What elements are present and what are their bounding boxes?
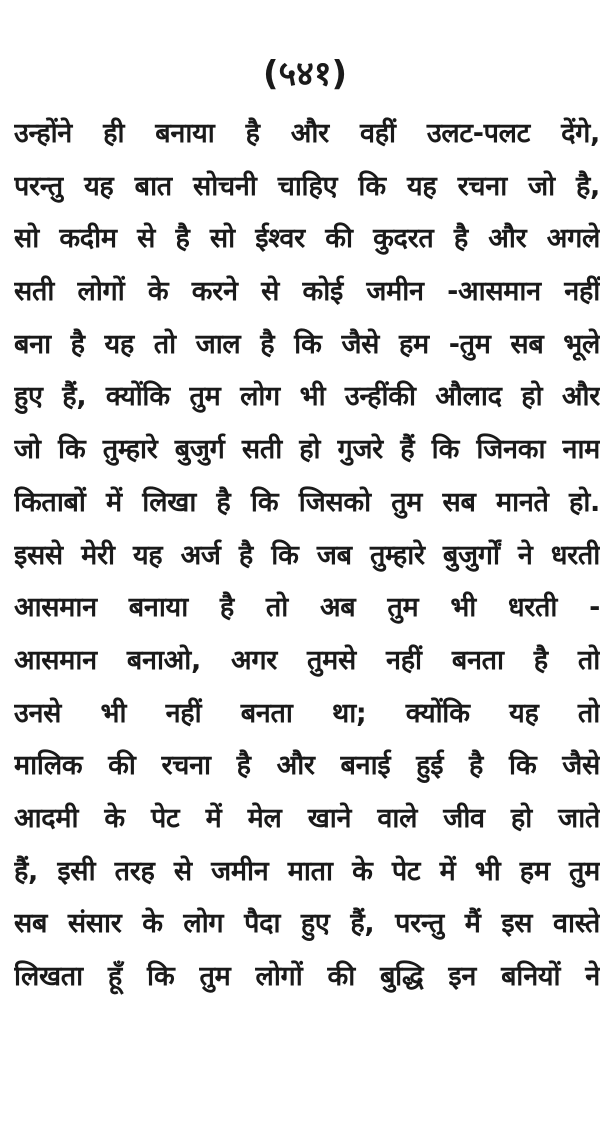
text-line: हुए हैं, क्योंकि तुम लोग भी उन्हींकी औलाद हो और <box>14 381 600 413</box>
text-line: जो कि तुम्हारे बुजुर्ग सती हो गुजरे हैं कि जिनका नाम <box>14 434 600 466</box>
text-line: परन्तु यह बात सोचनी चाहिए कि यह रचना जो है, <box>14 170 600 202</box>
text-line: मालिक की रचना है और बनाई हुई है कि जैसे <box>14 750 600 782</box>
text-line: सो कदीम से है सो ईश्वर की कुदरत है और अगले <box>14 223 600 255</box>
page-number: (५४१) <box>262 54 348 94</box>
text-line: हैं, इसी तरह से जमीन माता के पेट में भी हम तुम <box>14 855 600 887</box>
text-line: उनसे भी नहीं बनता था; क्योंकि यह तो <box>14 697 600 729</box>
text-line: आसमान बनाया है तो अब तुम भी धरती - <box>14 592 600 624</box>
text-line: बना है यह तो जाल है कि जैसे हम -तुम सब भूले <box>14 328 600 360</box>
text-line: आदमी के पेट में मेल खाने वाले जीव हो जाते <box>14 802 600 834</box>
text-line: सती लोगों के करने से कोई जमीन -आसमान नहीं <box>14 276 600 308</box>
text-line: आसमान बनाओ, अगर तुमसे नहीं बनता है तो <box>14 644 600 676</box>
text-line: लिखता हूँ कि तुम लोगों की बुद्धि इन बनियों ने <box>14 961 600 992</box>
text-line: उन्होंने ही बनाया है और वहीं उलट-पलट देंगे, <box>14 118 600 149</box>
text-line: किताबों में लिखा है कि जिसको तुम सब मानते हो. <box>14 486 600 518</box>
text-line: इससे मेरी यह अर्ज है कि जब तुम्हारे बुजुर्गों ने धरती <box>14 539 600 571</box>
body-text <box>14 108 600 1004</box>
text-line: सब संसार के लोग पैदा हुए हैं, परन्तु मैं इस वास्ते <box>14 908 600 940</box>
